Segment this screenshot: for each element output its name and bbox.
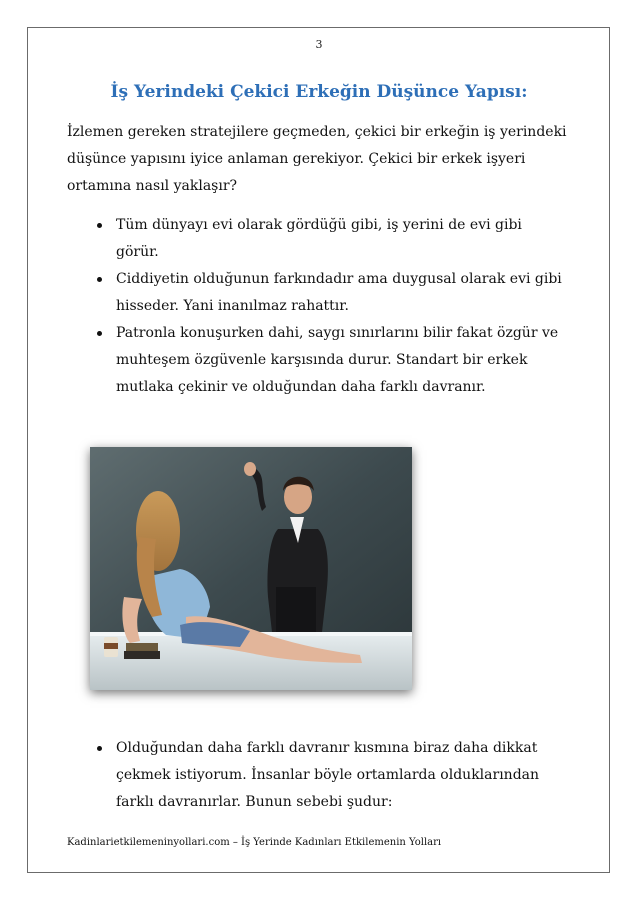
book-stack	[124, 643, 160, 659]
coffee-cup	[104, 637, 118, 657]
bullet-item: Patronla konuşurken dahi, saygı sınırlarını bilir fakat özgür ve muhteşem özgüvenle karşısında durur. Standart bir erkek mutlaka çekinir ve olduğundan daha farklı davranır.	[92, 320, 568, 401]
bullet-item: Ciddiyetin olduğunun farkındadır ama duygusal olarak evi gibi hisseder. Yani inanılmaz rahattır.	[92, 266, 568, 320]
classroom-photo	[90, 447, 412, 690]
bullet-list	[92, 212, 568, 401]
bullet-item: Olduğundan daha farklı davranır kısmına biraz daha dikkat çekmek istiyorum. İnsanlar böyle ortamlarda olduklarından farklı davranırlar. Bunun sebebi şudur:	[92, 735, 568, 816]
bullet-list-after-image	[92, 735, 568, 816]
page-number: 3	[315, 38, 323, 51]
page-footer: Kadinlarietkilemeninyollari.com – İş Yerinde Kadınları Etkilemenin Yolları	[67, 837, 442, 848]
intro-paragraph: İzlemen gereken stratejilere geçmeden, çekici bir erkeğin iş yerindeki düşünce yapısını iyice anlaman gerekiyor. Çekici bir erkek işyeri ortamına nasıl yaklaşır?	[67, 124, 567, 194]
section-heading: İş Yerindeki Çekici Erkeğin Düşünce Yapısı:	[110, 82, 528, 102]
bullet-item: Tüm dünyayı evi olarak gördüğü gibi, iş yerini de evi gibi görür.	[92, 212, 568, 266]
